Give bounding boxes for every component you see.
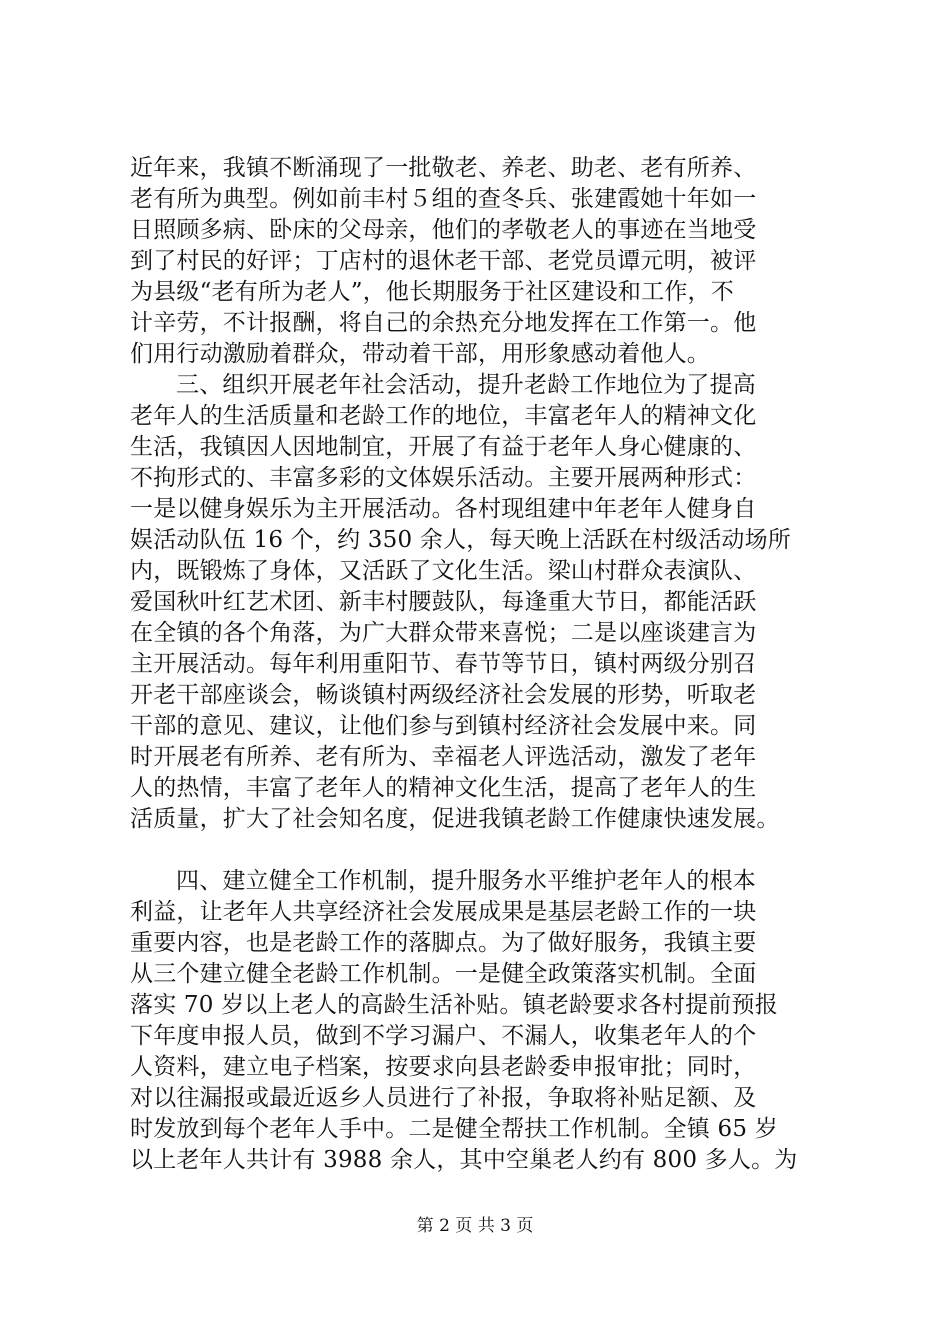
text-line: 为县级“老有所为老人”，他长期服务于社区建设和工作，不 bbox=[130, 279, 734, 305]
text-line: 娱活动队伍 16 个，约 350 余人，每天晚上活跃在村级活动场所 bbox=[130, 527, 792, 553]
text-line: 人的热情，丰富了老年人的精神文化生活，提高了老年人的生 bbox=[130, 775, 757, 801]
text-line: 人资料，建立电子档案，按要求向县老龄委申报审批；同时， bbox=[130, 1054, 757, 1080]
text-line: 内，既锻炼了身体，又活跃了文化生活。梁山村群众表演队、 bbox=[130, 558, 757, 584]
text-line: 从三个建立健全老龄工作机制。一是健全政策落实机制。全面 bbox=[130, 961, 757, 987]
text-line: 对以往漏报或最近返乡人员进行了补报，争取将补贴足额、及 bbox=[130, 1085, 757, 1111]
text-line: 开老干部座谈会，畅谈镇村两级经济社会发展的形势，听取老 bbox=[130, 682, 757, 708]
text-line: 下年度申报人员，做到不学习漏户、不漏人，收集老年人的个 bbox=[130, 1023, 757, 1049]
text-line: 到了村民的好评；丁店村的退休老干部、老党员谭元明，被评 bbox=[130, 248, 757, 274]
text-line: 近年来，我镇不断涌现了一批敬老、养老、助老、老有所养、 bbox=[130, 155, 757, 181]
page-footer: 第 2 页 共 3 页 bbox=[416, 1216, 534, 1236]
text-line: 在全镇的各个角落，为广大群众带来喜悦；二是以座谈建言为 bbox=[130, 620, 757, 646]
text-line: 重要内容，也是老龄工作的落脚点。为了做好服务，我镇主要 bbox=[130, 930, 757, 956]
text-line: 三、组织开展老年社会活动，提升老龄工作地位为了提高 bbox=[176, 372, 756, 398]
text-line: 以上老年人共计有 3988 余人，其中空巢老人约有 800 多人。为 bbox=[130, 1147, 798, 1173]
text-line: 主开展活动。每年利用重阳节、春节等节日，镇村两级分别召 bbox=[130, 651, 757, 677]
text-line: 利益，让老年人共享经济社会发展成果是基层老龄工作的一块 bbox=[130, 899, 757, 925]
text-line: 老年人的生活质量和老龄工作的地位，丰富老年人的精神文化 bbox=[130, 403, 757, 429]
paragraph bbox=[130, 866, 830, 1176]
text-line: 计辛劳，不计报酬，将自己的余热充分地发挥在工作第一。他 bbox=[130, 310, 757, 336]
text-line: 干部的意见、建议，让他们参与到镇村经济社会发展中来。同 bbox=[130, 713, 757, 739]
text-line: 时开展老有所养、老有所为、幸福老人评选活动，激发了老年 bbox=[130, 744, 757, 770]
text-line: 四、建立健全工作机制，提升服务水平维护老年人的根本 bbox=[176, 868, 756, 894]
text-line: 不拘形式的、丰富多彩的文体娱乐活动。主要开展两种形式： bbox=[130, 465, 757, 491]
text-line: 活质量，扩大了社会知名度，促进我镇老龄工作健康快速发展。 bbox=[130, 806, 780, 832]
text-line: 一是以健身娱乐为主开展活动。各村现组建中年老年人健身自 bbox=[130, 496, 757, 522]
paragraph bbox=[130, 153, 830, 370]
paragraph-gap bbox=[130, 835, 830, 866]
text-line: 爱国秋叶红艺术团、新丰村腰鼓队，每逢重大节日，都能活跃 bbox=[130, 589, 757, 615]
text-line: 们用行动激励着群众，带动着干部，用形象感动着他人。 bbox=[130, 341, 710, 367]
text-line: 日照顾多病、卧床的父母亲，他们的孝敬老人的事迹在当地受 bbox=[130, 217, 757, 243]
paragraph bbox=[130, 370, 830, 835]
document-body bbox=[130, 153, 830, 1176]
text-line: 老有所为典型。例如前丰村５组的查冬兵、张建霞她十年如一 bbox=[130, 186, 757, 212]
text-line: 生活，我镇因人因地制宜，开展了有益于老年人身心健康的、 bbox=[130, 434, 757, 460]
text-line: 落实 70 岁以上老人的高龄生活补贴。镇老龄要求各村提前预报 bbox=[130, 992, 778, 1018]
text-line: 时发放到每个老年人手中。二是健全帮扶工作机制。全镇 65 岁 bbox=[130, 1116, 778, 1142]
